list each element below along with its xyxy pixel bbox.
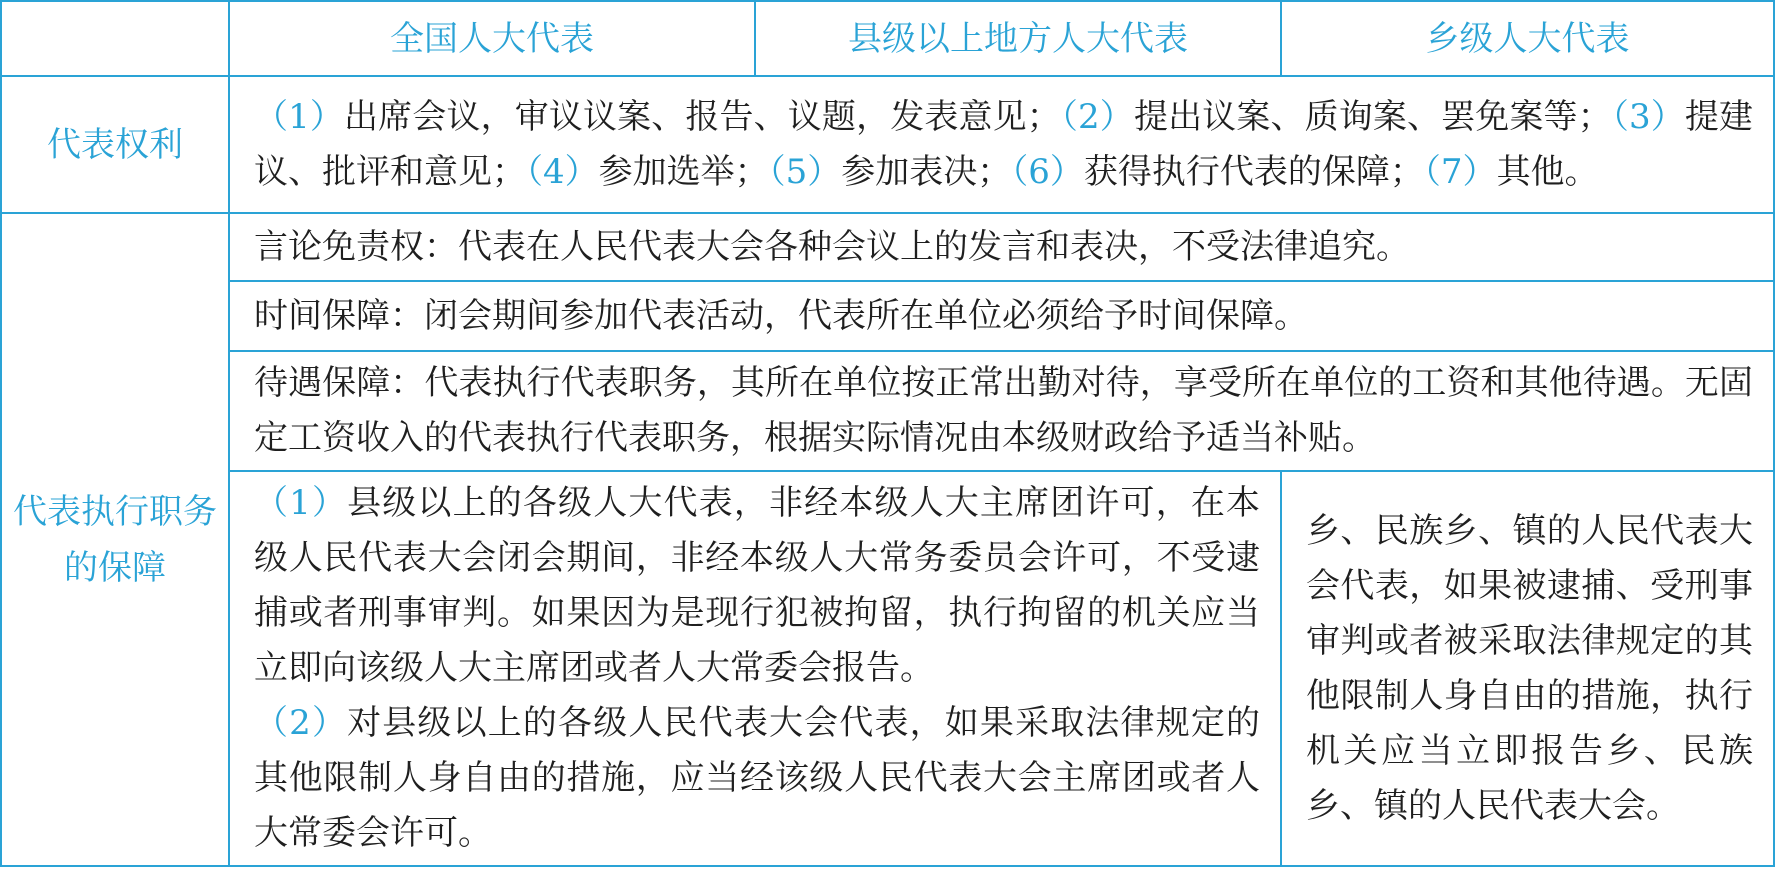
- rights-item-num: （5）: [768, 151, 842, 192]
- rights-row-label: 代表权利: [1, 76, 229, 213]
- rights-item-text: 提出议案、质询案、罢免案等；: [1133, 96, 1612, 137]
- rights-item-text: 提建议、批评和意见；: [254, 96, 1754, 192]
- arrest-item: [254, 476, 1260, 696]
- rights-row: [1, 76, 1774, 213]
- rights-item-num: （2）: [1060, 96, 1134, 137]
- pay-guarantee-text: 待遇保障：代表执行代表职务，其所在单位按正常出勤对待，享受所在单位的工资和其他待遇。无固定工资收入的代表执行代表职务，根据实际情况由本级财政给予适当补贴。: [229, 351, 1774, 471]
- time-guarantee-row: [1, 281, 1774, 350]
- rights-item-num: （1）: [254, 96, 345, 137]
- rights-item-num: （4）: [526, 151, 599, 192]
- rights-item-num: （7）: [1423, 151, 1497, 192]
- time-guarantee-text: 时间保障：闭会期间参加代表活动，代表所在单位必须给予时间保障。: [229, 281, 1774, 350]
- header-national-deputies: 全国人大代表: [229, 1, 755, 76]
- header-county-level-deputies: 县级以上地方人大代表: [755, 1, 1281, 76]
- speech-immunity-row: [1, 213, 1774, 281]
- pay-guarantee-row: [1, 351, 1774, 471]
- rights-item-num: （6）: [1011, 151, 1084, 192]
- rights-item-text: 参加表决；: [841, 151, 1012, 192]
- guarantees-row-label: 代表执行职务的保障: [1, 213, 229, 866]
- speech-immunity-text: 言论免责权：代表在人民代表大会各种会议上的发言和表决，不受法律追究。: [229, 213, 1774, 281]
- arrest-item-num: （2）: [254, 703, 348, 744]
- rights-item-text: 出席会议，审议议案、报告、议题，发表意见；: [344, 96, 1061, 137]
- arrest-protection-upper-levels: [229, 471, 1281, 866]
- arrest-protection-row: [1, 471, 1774, 866]
- arrest-item-text: 县级以上的各级人大代表，非经本级人大主席团许可，在本级人民代表大会闭会期间，非经本级人大常务委员会许可，不受逮捕或者刑事审判。如果因为是现行犯被拘留，执行拘留的机关应当立即向该级人大主席团或者人大常委会报告。: [254, 483, 1260, 689]
- header-row: [1, 1, 1774, 76]
- rights-content: [229, 76, 1774, 213]
- arrest-item-num: （1）: [254, 483, 348, 524]
- rights-item-text: 其他。: [1496, 151, 1599, 192]
- arrest-item: [254, 696, 1260, 861]
- header-township-deputies: 乡级人大代表: [1281, 1, 1774, 76]
- header-corner-cell: [1, 1, 229, 76]
- arrest-item-text: 对县级以上的各级人民代表大会代表，如果采取法律规定的其他限制人身自由的措施，应当经该级人民代表大会主席团或者人大常委会许可。: [254, 703, 1260, 854]
- arrest-protection-township: 乡、民族乡、镇的人民代表大会代表，如果被逮捕、受刑事审判或者被采取法律规定的其他限制人身自由的措施，执行机关应当立即报告乡、民族乡、镇的人民代表大会。: [1281, 471, 1774, 866]
- rights-item-num: （3）: [1611, 96, 1685, 137]
- rights-item-text: 获得执行代表的保障；: [1083, 151, 1424, 192]
- rights-item-text: 参加选举；: [598, 151, 769, 192]
